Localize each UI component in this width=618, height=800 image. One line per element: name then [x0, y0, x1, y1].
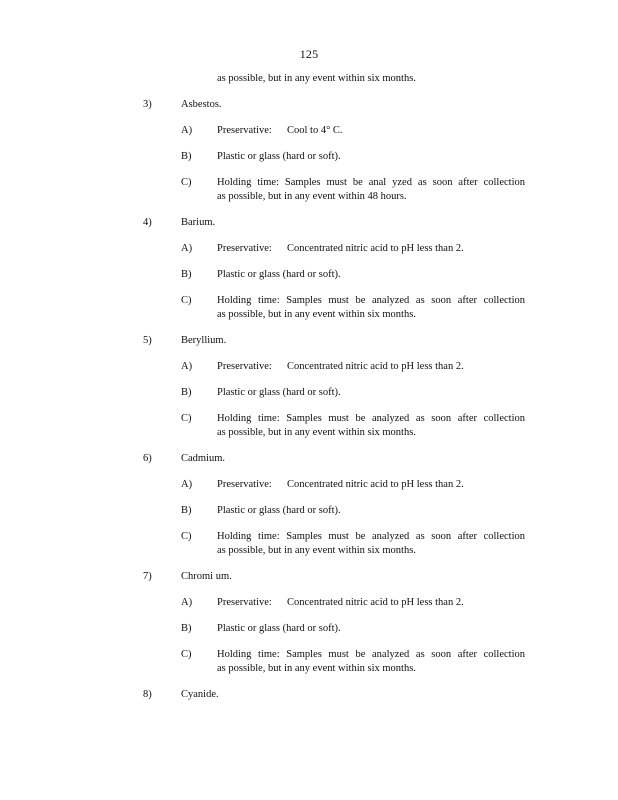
container-line: Plastic or glass (hard or soft).: [217, 151, 341, 162]
item-letter: A): [181, 597, 193, 608]
container-line: Plastic or glass (hard or soft).: [217, 269, 341, 280]
item-letter: C): [181, 531, 192, 542]
container-line: Plastic or glass (hard or soft).: [217, 505, 341, 516]
item-letter: A): [181, 243, 193, 254]
preservative-text: Cool to 4° C.: [287, 125, 343, 136]
holding-time-line-1: Holding time: Samples must be analyzed as soon after collection: [217, 531, 525, 542]
preservative-line: [217, 242, 525, 256]
container-line: Plastic or glass (hard or soft).: [217, 623, 341, 634]
preservative-label: Preservative:: [217, 597, 272, 608]
holding-time-paragraph: [217, 294, 525, 322]
holding-time-line-2: as possible, but in any event within six months.: [217, 427, 416, 438]
preservative-label: Preservative:: [217, 243, 272, 254]
item-letter: B): [181, 623, 192, 634]
item-letter: A): [181, 361, 193, 372]
section-number: 6): [143, 453, 152, 464]
section-heading: Cadmium.: [181, 453, 226, 464]
section-number: 5): [143, 335, 152, 346]
container-line: Plastic or glass (hard or soft).: [217, 387, 341, 398]
item-letter: C): [181, 649, 192, 660]
holding-time-paragraph: [217, 412, 525, 440]
preservative-label: Preservative:: [217, 479, 272, 490]
preservative-text: Concentrated nitric acid to pH less than 2.: [287, 361, 464, 372]
page-number: 125: [299, 47, 319, 61]
item-letter: B): [181, 387, 192, 398]
section-number: 3): [143, 99, 152, 110]
holding-time-line-1: Holding time: Samples must be analyzed as soon after collection: [217, 649, 525, 660]
item-letter: B): [181, 269, 192, 280]
holding-time-line-2: as possible, but in any event within six months.: [217, 545, 416, 556]
preservative-line: [217, 596, 525, 610]
preservative-line: [217, 360, 525, 374]
section-heading: Barium.: [181, 217, 216, 228]
holding-time-line-1: Holding time: Samples must be anal yzed as soon after collection: [217, 177, 525, 188]
holding-time-paragraph: [217, 176, 525, 204]
section-number: 8): [143, 689, 152, 700]
section-heading: Cyanide.: [181, 689, 219, 700]
preservative-line: [217, 478, 525, 492]
item-letter: B): [181, 151, 192, 162]
preservative-label: Preservative:: [217, 361, 272, 372]
item-letter: C): [181, 413, 192, 424]
preservative-text: Concentrated nitric acid to pH less than 2.: [287, 479, 464, 490]
holding-time-line-1: Holding time: Samples must be analyzed as soon after collection: [217, 295, 525, 306]
item-letter: B): [181, 505, 192, 516]
section-heading: Beryllium.: [181, 335, 227, 346]
item-letter: C): [181, 295, 192, 306]
section-heading: Chromi um.: [181, 571, 232, 582]
preservative-label: Preservative:: [217, 125, 272, 136]
item-letter: A): [181, 125, 193, 136]
holding-time-line-1: Holding time: Samples must be analyzed as soon after collection: [217, 413, 525, 424]
section-number: 7): [143, 571, 152, 582]
item-letter: A): [181, 479, 193, 490]
holding-time-line-2: as possible, but in any event within 48 hours.: [217, 191, 407, 202]
continuation-line: as possible, but in any event within six months.: [217, 73, 416, 84]
holding-time-line-2: as possible, but in any event within six months.: [217, 309, 416, 320]
holding-time-paragraph: [217, 530, 525, 558]
section-heading: Asbestos.: [181, 99, 222, 110]
preservative-line: [217, 124, 525, 138]
holding-time-line-2: as possible, but in any event within six months.: [217, 663, 416, 674]
section-number: 4): [143, 217, 152, 228]
holding-time-paragraph: [217, 648, 525, 676]
item-letter: C): [181, 177, 192, 188]
preservative-text: Concentrated nitric acid to pH less than 2.: [287, 243, 464, 254]
preservative-text: Concentrated nitric acid to pH less than 2.: [287, 597, 464, 608]
